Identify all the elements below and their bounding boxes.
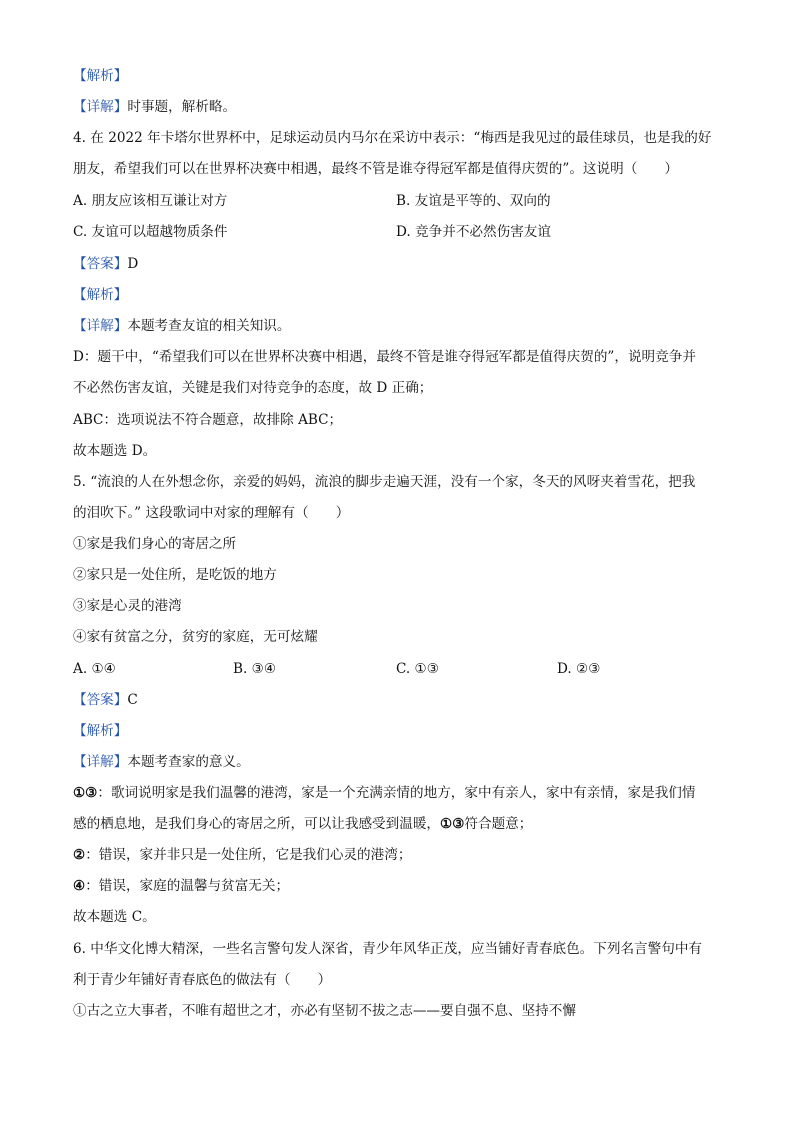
q5-detail-text: 本题考查家的意义。 — [127, 754, 250, 770]
detail-tag: 【详解】 — [73, 318, 128, 334]
q5-option-b: B. ③④ — [233, 661, 277, 677]
q6-stem-line2: 利于青少年铺好青春底色的做法有（ ） — [73, 972, 332, 988]
q5-exp3-text: ：错误，家并非只是一处住所，它是我们心灵的港湾； — [85, 847, 412, 863]
detail-line — [73, 317, 291, 335]
q5-exp4-text: ：错误，家庭的温馨与贫富无关； — [85, 878, 290, 894]
detail-line — [73, 98, 236, 116]
q4-stem-line1: 4. 在 2022 年卡塔尔世界杯中，足球运动员内马尔在采访中表示：“梅西是我见过的最佳球员，也是我的好 — [73, 130, 712, 146]
q5-explanation-line2 — [73, 815, 532, 833]
q5-exp1-text: ：歌词说明家是我们温馨的港湾，家是一个充满亲情的地方，家中有亲人，家中有亲情，家是我们情 — [97, 785, 696, 801]
q4-option-c: C. 友谊可以超越物质条件 — [73, 224, 228, 240]
q5-option-a: A. ①④ — [73, 661, 116, 677]
analysis-tag: 【解析】 — [73, 723, 128, 739]
analysis-tag: 【解析】 — [73, 68, 128, 84]
detail-tag: 【详解】 — [73, 754, 128, 770]
q5-conclusion: 故本题选 C。 — [73, 909, 156, 925]
q5-exp2-text-a: 感的栖息地，是我们身心的寄居之所，可以让我感受到温暖， — [73, 816, 441, 832]
q4-conclusion: 故本题选 D。 — [73, 443, 157, 459]
q5-item-2: ②家只是一处住所，是吃饭的地方 — [73, 567, 277, 583]
q5-exp2-text-b: 符合题意； — [464, 816, 533, 832]
q5-answer-line — [73, 691, 138, 709]
q5-item-3: ③家是心灵的港湾 — [73, 598, 182, 614]
detail-line — [73, 753, 250, 771]
q4-option-a: A. 朋友应该相互谦让对方 — [73, 193, 228, 209]
q4-explanation-line2: 不必然伤害友谊，关键是我们对待竞争的态度，故 D 正确； — [73, 380, 433, 396]
answer-tag: 【答案】 — [73, 256, 128, 272]
q5-explanation-line1 — [73, 784, 696, 802]
q5-exp3-mark: ② — [73, 847, 86, 863]
q6-item-1: ①古之立大事者，不唯有超世之才，亦必有坚韧不拔之志——要自强不息、坚持不懈 — [73, 1003, 576, 1019]
q5-item-1: ①家是我们身心的寄居之所 — [73, 536, 237, 552]
q4-explanation-line3: ABC：选项说法不符合题意，故排除 ABC； — [73, 412, 343, 428]
answer-tag: 【答案】 — [73, 692, 128, 708]
q5-option-d: D. ②③ — [557, 661, 601, 677]
q5-exp4-mark: ④ — [73, 878, 86, 894]
q4-stem-line2: 朋友，希望我们可以在世界杯决赛中相遇，最终不管是谁夺得冠军都是值得庆贺的”。这说明（ ） — [73, 161, 679, 177]
q4-answer: D — [127, 256, 139, 272]
q5-explanation-line3 — [73, 846, 411, 864]
q4-option-b: B. 友谊是平等的、双向的 — [396, 193, 551, 209]
q5-explanation-line4 — [73, 877, 289, 895]
q5-stem-line2: 的泪吹下。” 这段歌词中对家的理解有（ ） — [73, 505, 350, 521]
q4-answer-line — [73, 255, 138, 273]
analysis-tag: 【解析】 — [73, 287, 128, 303]
detail-text: 时事题，解析略。 — [127, 99, 237, 115]
q5-answer: C — [127, 692, 138, 708]
detail-tag: 【详解】 — [73, 99, 128, 115]
q5-stem-line1: 5. “流浪的人在外想念你，亲爱的妈妈，流浪的脚步走遍天涯，没有一个家，冬天的风呀夹着雪花，把我 — [73, 474, 696, 490]
q5-option-c: C. ①③ — [396, 661, 439, 677]
q5-exp1-mark: ①③ — [73, 785, 98, 801]
q6-stem-line1: 6. 中华文化博大精深，一些名言警句发人深省，青少年风华正茂，应当铺好青春底色。下列名言警句中有 — [73, 941, 703, 957]
q5-item-4: ④家有贫富之分，贫穷的家庭，无可炫耀 — [73, 629, 318, 645]
q4-option-d: D. 竞争并不必然伤害友谊 — [396, 224, 551, 240]
q4-explanation-line1: D：题干中，“希望我们可以在世界杯决赛中相遇，最终不管是谁夺得冠军都是值得庆贺的”，说明竞争并 — [73, 349, 696, 365]
q5-exp2-mark: ①③ — [440, 816, 465, 832]
q4-detail-text: 本题考查友谊的相关知识。 — [127, 318, 291, 334]
